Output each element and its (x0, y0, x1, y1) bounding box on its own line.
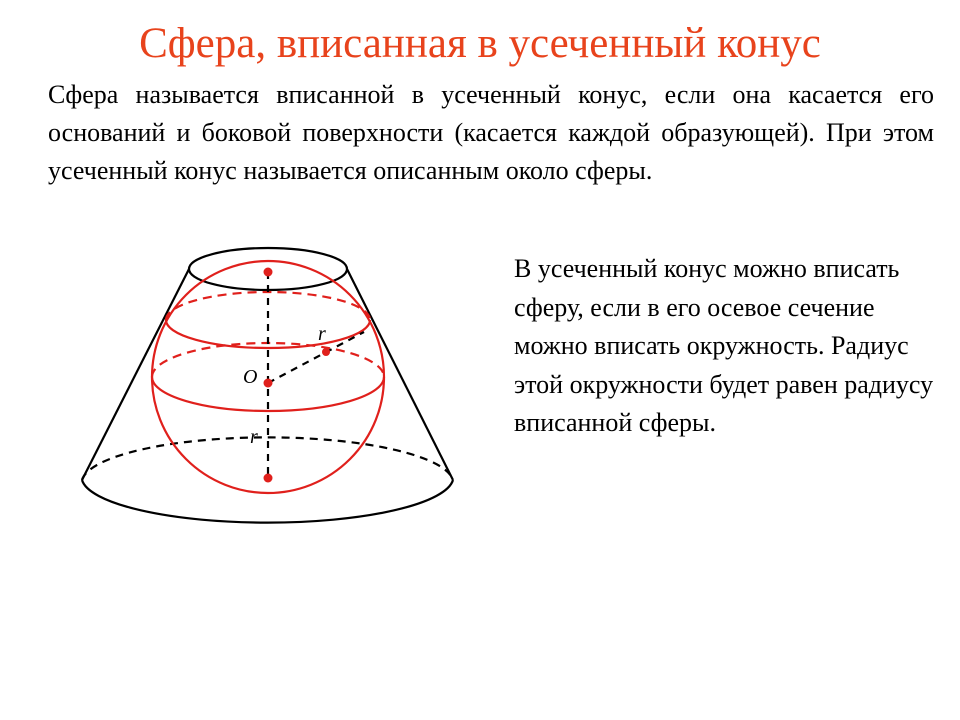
truncated-cone-diagram (70, 240, 470, 530)
condition-paragraph: В усеченный конус можно вписать сферу, если в его осевое сечение можно вписать окружность. Радиус этой окружности будет равен радиусу вписанной сферы. (514, 254, 934, 437)
slide-title: Сфера, вписанная в усеченный конус (139, 20, 821, 67)
top-tangent-point (264, 268, 273, 277)
radius-label-diagonal: r (318, 323, 326, 345)
radius-to-side (268, 332, 364, 383)
cone-right-generatrix (347, 269, 453, 480)
cone-bottom-base-front (82, 480, 453, 523)
center-point (264, 379, 273, 388)
side-tangent-point (322, 348, 330, 356)
definition-paragraph: Сфера называется вписанной в усеченный конус, если она касается его оснований и боковой поверхности (касается каждой образующей). При этом усеченный конус называется описанным около сферы. (48, 80, 934, 185)
radii (268, 272, 364, 478)
center-label: O (243, 366, 258, 388)
radius-label-vertical: r (250, 426, 258, 448)
points (264, 268, 331, 483)
bottom-tangent-point (264, 474, 273, 483)
cone-left-generatrix (82, 269, 189, 480)
